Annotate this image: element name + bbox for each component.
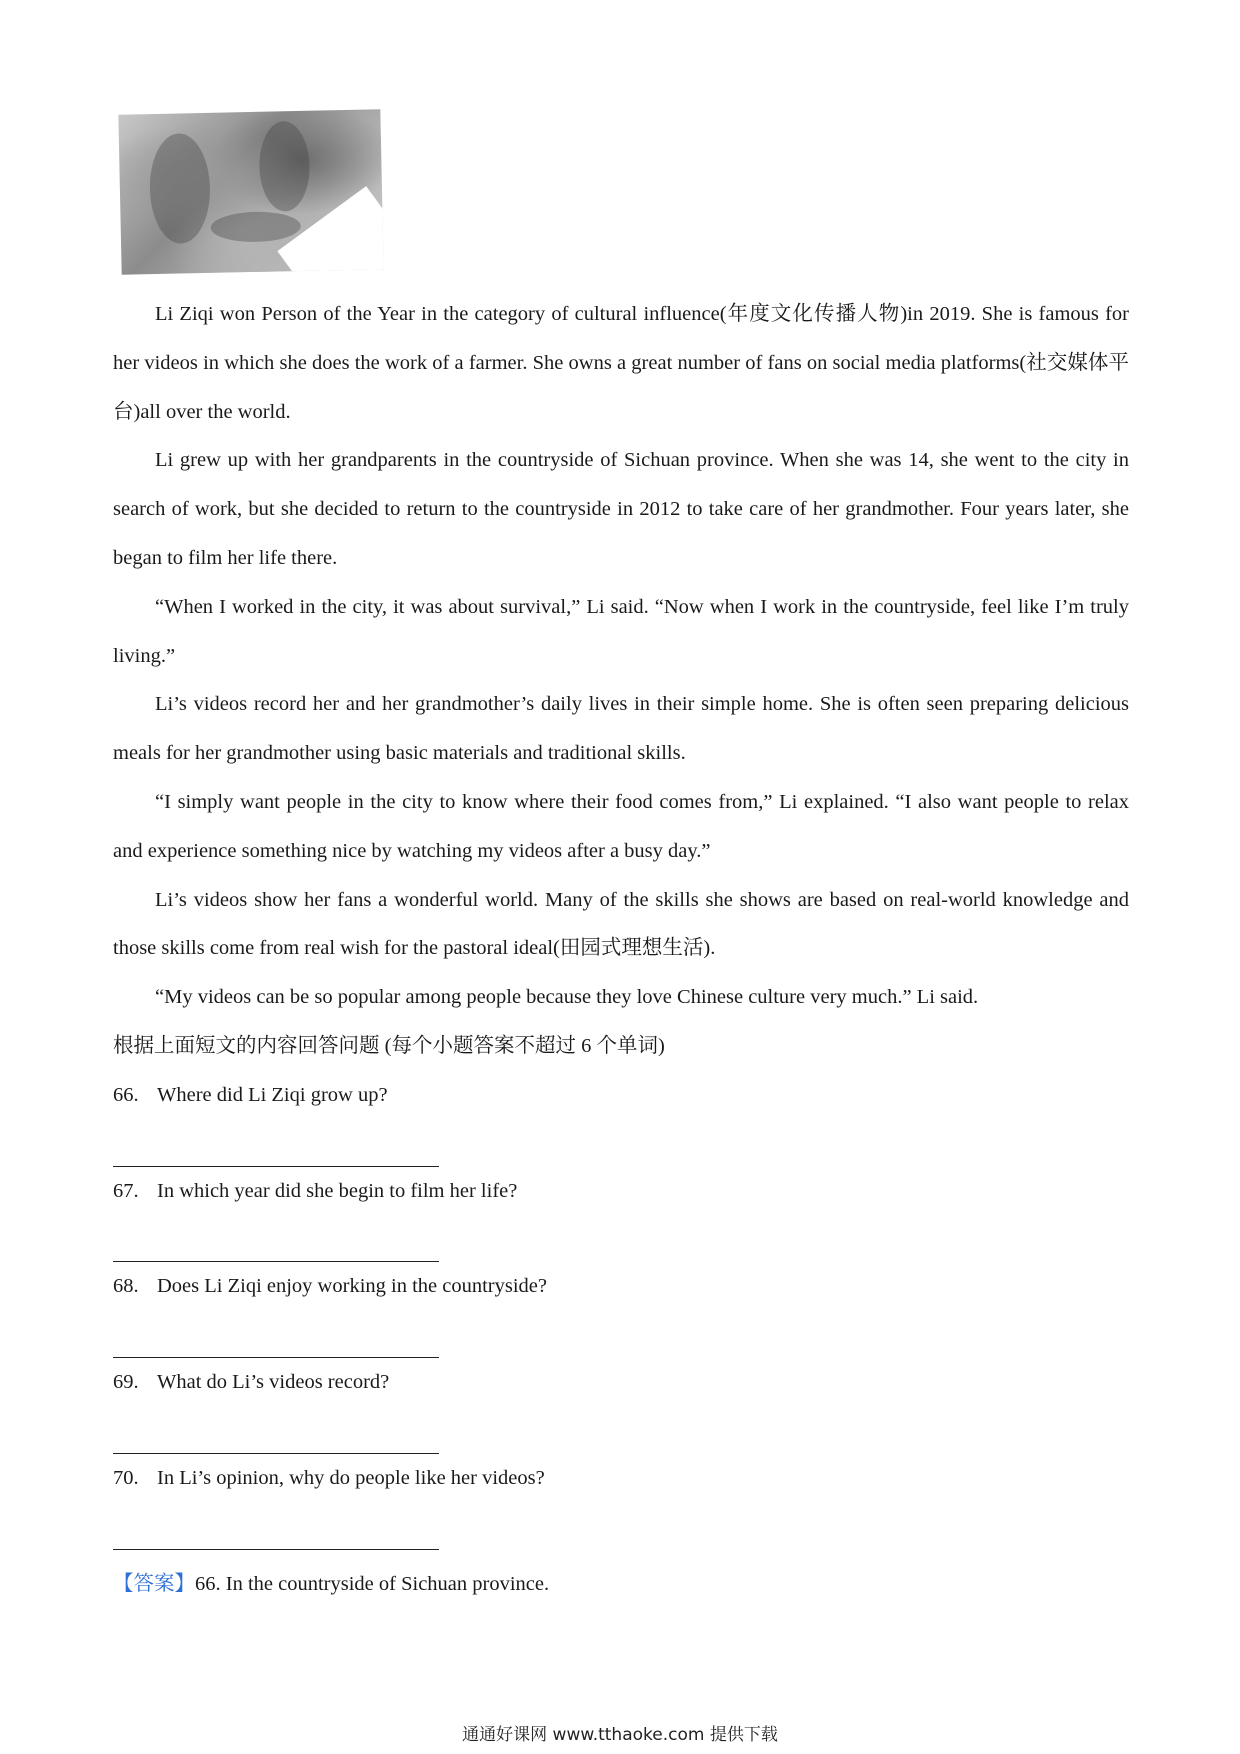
paragraph: “I simply want people in the city to know where their food comes from,” Li explained. “I also want people to relax and experience something nice by watching my videos after a busy day.” <box>113 790 1129 862</box>
question-text: What do Li’s videos record? <box>157 1371 390 1394</box>
paragraph: Li Ziqi won Person of the Year in the category of cultural influence(年度文化传播人物)in 2019. She is famous for her videos in which she does the work of a farmer. She owns a great number of fans on social media platforms(社交媒体平台)all over the world. <box>113 303 1129 423</box>
answer-text: 66. In the countryside of Sichuan province. <box>195 1572 550 1595</box>
photo-shade <box>210 211 301 243</box>
question-text: In which year did she begin to film her life? <box>157 1179 518 1202</box>
question-item <box>113 1358 1129 1454</box>
paragraph: Li’s videos show her fans a wonderful world. Many of the skills she shows are based on real-world knowledge and those skills come from real wish for the pastoral ideal(田园式理想生活). <box>113 888 1129 960</box>
answer-section <box>113 1560 1129 1609</box>
question-number: 67. <box>113 1179 139 1202</box>
article-photo <box>118 109 383 274</box>
answer-tag: 【答案】 <box>113 1572 195 1595</box>
question-text: Does Li Ziqi enjoy working in the countryside? <box>157 1275 547 1298</box>
question-number: 68. <box>113 1275 139 1298</box>
question-number: 69. <box>113 1371 139 1394</box>
paragraph: “My videos can be so popular among people because they love Chinese culture very much.” Li said. <box>155 986 979 1009</box>
question-text: Where did Li Ziqi grow up? <box>157 1083 388 1106</box>
document-body <box>113 290 1129 1609</box>
photo-shade <box>149 133 211 244</box>
question-item <box>113 1071 1129 1167</box>
question-instruction: 根据上面短文的内容回答问题 (每个小题答案不超过 6 个单词) <box>113 1034 665 1057</box>
question-item <box>113 1167 1129 1263</box>
question-item <box>113 1454 1129 1550</box>
question-number: 70. <box>113 1466 139 1489</box>
photo-shade <box>259 121 311 212</box>
question-number: 66. <box>113 1083 139 1106</box>
paragraph: “When I worked in the city, it was about survival,” Li said. “Now when I work in the countryside, feel like I’m truly living.” <box>113 595 1129 667</box>
page-footer: 通通好课网 www.tthaoke.com 提供下载 <box>462 1725 778 1745</box>
paragraph: Li grew up with her grandparents in the countryside of Sichuan province. When she was 14, she went to the city in search of work, but she decided to return to the countryside in 2012 to take care of her grandmother. Four years later, she began to film her life there. <box>113 449 1129 569</box>
question-text: In Li’s opinion, why do people like her videos? <box>157 1466 545 1489</box>
answer-blank[interactable] <box>113 1548 439 1550</box>
question-item <box>113 1262 1129 1358</box>
paragraph: Li’s videos record her and her grandmother’s daily lives in their simple home. She is often seen preparing delicious meals for her grandmother using basic materials and traditional skills. <box>113 693 1129 765</box>
